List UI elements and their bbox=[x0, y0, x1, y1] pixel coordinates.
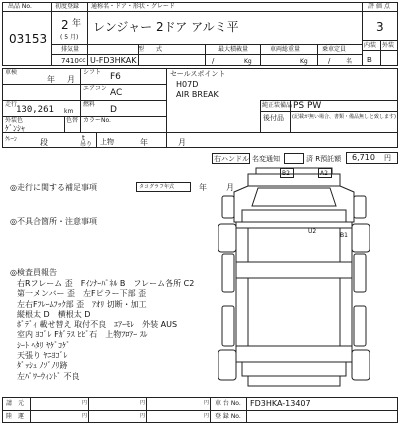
inspection-label: 車検 bbox=[5, 69, 18, 76]
frame-no-label: 車 台 No. bbox=[215, 400, 241, 407]
equipment-value: PS PW bbox=[293, 101, 322, 111]
uwamono-label: 上物 bbox=[100, 138, 114, 146]
mileage-label: 走行 bbox=[5, 101, 18, 108]
max-load-slash: / bbox=[212, 57, 215, 65]
year-unit: 年 bbox=[72, 19, 82, 29]
capacity-slash: / bbox=[328, 57, 331, 65]
capacity-label: 乗車定員 bbox=[322, 46, 347, 53]
footer-buyer-label: 陸 運 bbox=[6, 413, 25, 420]
report-line: ﾀﾞｯｼｭ ﾉｿﾞﾉﾘ跡 bbox=[17, 361, 68, 371]
color-no-label: カラーNo. bbox=[83, 117, 111, 124]
displacement-label: 排気量 bbox=[61, 46, 80, 53]
inspection-month: 月 bbox=[67, 75, 75, 84]
lot-no: 03153 bbox=[9, 32, 48, 46]
footer-yen-6: 円 bbox=[204, 413, 210, 419]
report-line: ｼｰﾄ ﾍﾀﾘ ﾔｹﾞｺｹﾞ bbox=[17, 340, 71, 350]
report-line: ﾎﾞﾃﾞｨ 載せ替え 取付不良 ｴｱｰﾓﾚ 外装 AUS bbox=[17, 320, 178, 330]
displacement-value: 7410 bbox=[61, 57, 79, 65]
grade-ton: t bbox=[82, 134, 85, 142]
handle-value: 右ハンドル bbox=[214, 155, 249, 163]
diagram-b1: B1 bbox=[340, 232, 348, 239]
report-line: 縦根太 D 横根太 D bbox=[17, 309, 91, 319]
report-line: 右Rフレーム 歪 Fｲﾝﾅｰﾊﾟﾈﾙ B フレーム各所 C2 bbox=[17, 279, 195, 288]
ac-value: AC bbox=[110, 88, 123, 98]
ac-label: エアコン bbox=[83, 85, 107, 92]
grade-ken: 吊り bbox=[80, 141, 93, 148]
diagram-a2: A2 bbox=[320, 170, 328, 177]
uwamono-month: 月 bbox=[178, 138, 186, 147]
score-label: 評 価 点 bbox=[368, 3, 390, 10]
recycle-yen: 円 bbox=[384, 154, 391, 162]
model-label: 型 式 bbox=[138, 46, 163, 53]
footer-yen-4: 円 bbox=[82, 413, 88, 419]
diagram-u2: U2 bbox=[308, 228, 317, 235]
max-load-label: 最大積載量 bbox=[218, 46, 249, 53]
shift-value: F6 bbox=[110, 72, 121, 82]
report-line: 左右Fﾌﾚｰﾑﾌｯｸ部 歪 ｱｵﾘ 切断・加工 bbox=[17, 299, 147, 309]
max-load-unit: Kg bbox=[244, 58, 252, 65]
report-line: 天張り ﾔﾆﾖｺﾞﾚ bbox=[17, 351, 68, 361]
repair-label: ◎走行に関する補足事項 bbox=[10, 183, 97, 192]
inspection-year: 年 bbox=[47, 75, 55, 84]
report-title: ◎検査員報告 bbox=[10, 268, 57, 277]
fuel-label: 燃料 bbox=[83, 101, 96, 108]
reg-no-label: 登 録 No. bbox=[215, 413, 241, 420]
recycle-label: 済 R預託額 bbox=[306, 155, 342, 163]
grade-dan: 段 bbox=[40, 138, 48, 147]
footer-yen-3: 円 bbox=[204, 400, 210, 406]
report-line: 左ﾊﾟﾜｰｳｨﾝﾄﾞ 不良 bbox=[17, 371, 80, 381]
tacho-month: 月 bbox=[226, 183, 234, 192]
cc-unit: cc bbox=[79, 57, 86, 64]
exterior-color-label: 外装色 bbox=[5, 117, 24, 124]
frame-no-value: FD3HKA-13407 bbox=[250, 399, 311, 408]
footer-yen-5: 円 bbox=[140, 413, 146, 419]
recycle-amount: 6,710 bbox=[352, 153, 375, 162]
lot-no-label: 出品 No. bbox=[8, 3, 32, 10]
tacho-label: タコグラフ年式 bbox=[139, 184, 175, 190]
footer-yen-2: 円 bbox=[140, 400, 146, 406]
model-value: U-FD3HKAK bbox=[90, 56, 137, 65]
report-line: 室内 ﾖｺﾞﾚ Fｶﾞﾗｽ ﾋﾋﾞ石 上物ﾌﾛｱｰ ｽﾚ bbox=[17, 330, 148, 340]
exterior-color-value: ｹﾞﾝｼｬ bbox=[5, 124, 25, 133]
selling-points-line2: AIR BREAK bbox=[176, 90, 219, 99]
equipment-label: 純正装備品 bbox=[262, 102, 293, 109]
name-label: 通称名・ドア・形状・グレード bbox=[91, 3, 175, 10]
first-reg-year: 2 bbox=[61, 18, 69, 32]
truck-diagram bbox=[218, 166, 370, 390]
first-reg-month: ( 5 月) bbox=[60, 34, 79, 41]
report-line: 第一メンバー 歪 左Fピラー下部 歪 bbox=[17, 289, 147, 299]
gross-weight-label: 車両総重量 bbox=[270, 46, 301, 53]
grade-label: ｸﾚｰﾝ bbox=[5, 136, 18, 143]
color-code-label: 色替 bbox=[66, 117, 79, 124]
name-change-label: 名変通知 bbox=[252, 155, 280, 163]
score-value: 3 bbox=[376, 20, 384, 34]
aftermarket-label: 後付品 bbox=[263, 114, 284, 122]
footer-seller-label: 請 元 bbox=[6, 400, 25, 407]
uwamono-year: 年 bbox=[140, 138, 148, 147]
aftermarket-note: (記載が無い場合、書類・備品無しと致します) bbox=[292, 114, 396, 120]
tacho-year: 年 bbox=[199, 183, 207, 192]
gross-weight-unit: Kg bbox=[300, 58, 308, 65]
interior-value: B bbox=[367, 56, 372, 64]
selling-points-label: セールスポイント bbox=[170, 70, 226, 78]
first-reg-label: 初度登録 bbox=[55, 3, 80, 10]
shift-label: シフト bbox=[83, 69, 102, 76]
mileage-value: 130,261 bbox=[16, 105, 54, 115]
selling-points-line1: H07D bbox=[176, 80, 199, 89]
capacity-unit: 名 bbox=[346, 58, 353, 65]
exterior-label: 外装 bbox=[382, 42, 395, 49]
footer-yen-1: 円 bbox=[82, 400, 88, 406]
report-lines bbox=[17, 279, 194, 382]
details-frame bbox=[2, 68, 398, 148]
fuel-value: D bbox=[110, 105, 117, 115]
diagram-b2: B2 bbox=[282, 170, 290, 177]
mileage-unit: km bbox=[64, 108, 74, 115]
interior-label: 内装 bbox=[364, 42, 377, 49]
defects-label: ◎不具合箇所・注意事項 bbox=[10, 217, 97, 226]
name-change-box bbox=[284, 153, 304, 164]
name-value: レンジャー 2ドア アルミ平 bbox=[93, 20, 239, 34]
